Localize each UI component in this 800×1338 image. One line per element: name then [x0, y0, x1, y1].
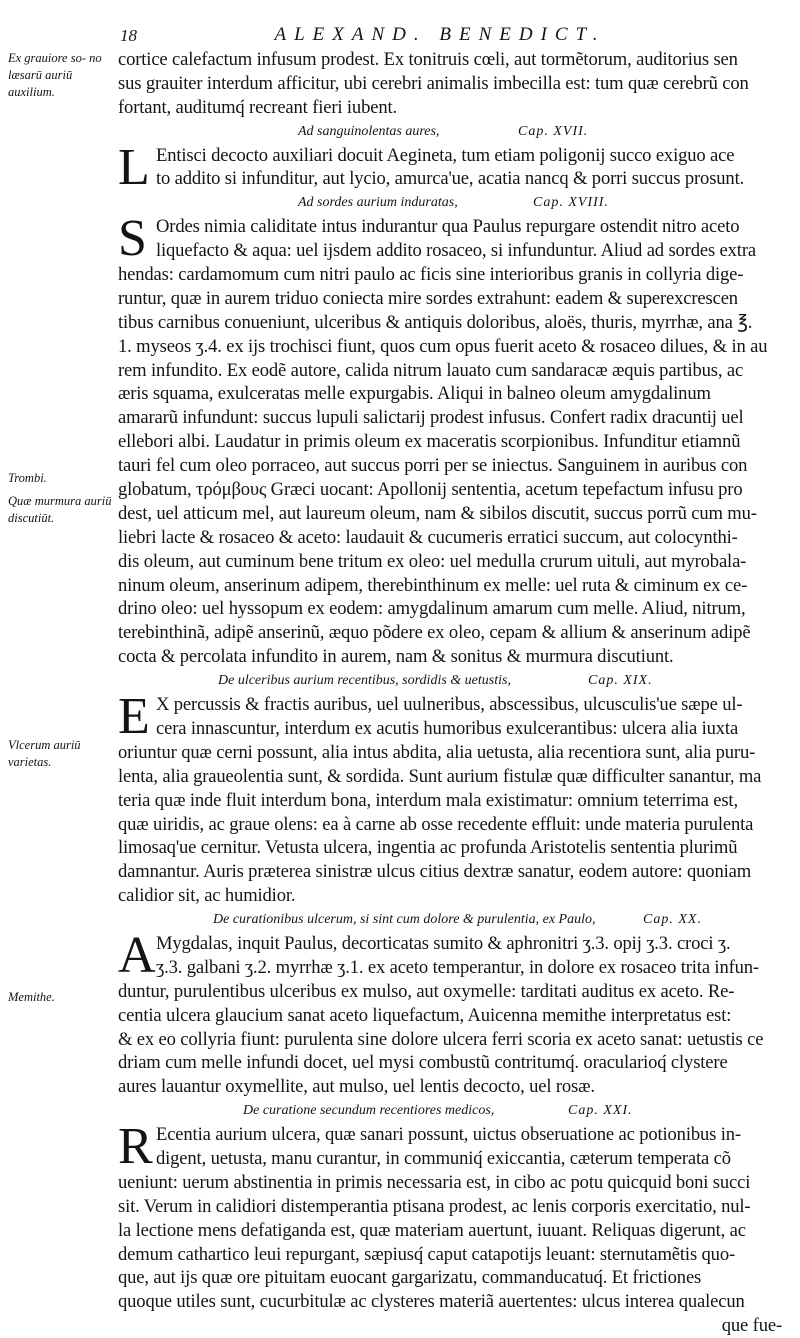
marginal-note: Ex grauiore so- no læsarū auriū auxilium.	[8, 51, 102, 99]
text-line: ueniunt: uerum abstinentia in primis necessaria est, in cibo ac potu quicquid boni succi	[118, 1171, 751, 1193]
text-line: sus grauiter interdum afficitur, ubi cerebri animalis imbecilla est: tum quæ cerebrũ con	[118, 72, 749, 94]
chapter-number: Cap. XXI.	[568, 1103, 633, 1119]
text-line: centia ulcera glaucium sanat aceto liquefactum, Auicenna memithe interpretatus est:	[118, 1004, 732, 1026]
drop-initial: L	[118, 138, 150, 196]
text-line: digent, uetusta, manu curantur, in communiq́ exiccantia, cæterum temperata cõ	[156, 1147, 731, 1169]
text-line: Ecentia aurium ulcera, quæ sanari possunt, uictus obseruatione ac potionibus in-	[156, 1124, 741, 1146]
chapter-title: De ulceribus aurium recentibus, sordidis & uetustis,	[218, 673, 511, 689]
text-line: drino oleo: uel hyssopum ex eodem: amygdalinum amarum cum melle. Aliud, nitrum,	[118, 598, 746, 620]
chapter-heading	[118, 120, 790, 144]
chapter-number: Cap. XX.	[643, 912, 702, 928]
main-text	[118, 48, 790, 1338]
text-line: æris squama, exulceratas melle expurgabis. Aliqui in balneo oleum amygdalinum	[118, 383, 711, 405]
text-line: sit. Verum in calidiori distemperantia ptisana prodest, ac lenis corporis exercitatio, nul-	[118, 1195, 751, 1217]
text-line: terebinthinã, adipẽ anserinũ, æquo põdere ex oleo, cepam & allium & anserinum adipẽ	[118, 622, 751, 644]
text-line: cortice calefactum infusum prodest. Ex tonitruis cœli, aut tormẽtorum, auditorius sen	[118, 49, 738, 70]
chapter-title: Ad sordes aurium induratas,	[298, 195, 458, 211]
text-line: ninum oleum, anserinum adipem, therebinthinum ex melle: uel ruta & ciminum ex ce-	[118, 574, 748, 596]
text-line: quoque utiles sunt, cucurbitulæ ac clysteres materiã auertentes: ulcus interea qualecun	[118, 1291, 745, 1313]
text-line: globatum, τρόμβους Græci uocant: Apollonij sententia, acetum tepefactum infusu pro	[118, 479, 743, 501]
catchword: que fue-	[721, 1315, 782, 1337]
running-title: ALEXAND. BENEDICT.	[274, 24, 606, 45]
text-line: cera innascuntur, interdum ex acutis humoribus exulcerantibus: ulcera alia iuxta	[156, 717, 739, 739]
text-line: duntur, purulentibus ulceribus ex mulso, aut oxymelle: tarditati auditus ex aceto. Re-	[118, 980, 735, 1002]
drop-initial: A	[118, 926, 156, 984]
text-line: liquefacto & aqua: uel ijsdem addito rosaceo, si infunduntur. Aliud ad sordes extra	[156, 240, 756, 262]
chapter-number: Cap. XIX.	[588, 673, 653, 689]
text-line: dis oleum, aut cuminum bene tritum ex oleo: uel medulla crurum uituli, aut myrobala-	[118, 550, 747, 572]
chapter-heading	[118, 908, 790, 932]
text-line: ʒ.3. galbani ʒ.2. myrrhæ ʒ.1. ex aceto temperantur, in dolore ex rosaceo trita infun-	[156, 956, 759, 978]
text-line: hendas: cardamomum cum nitri paulo ac ficis sine interioribus granis in collyria dige-	[118, 264, 744, 286]
text-line: Entisci decocto auxiliari docuit Aegineta, tum etiam poligonij succo exiguo ace	[156, 144, 735, 166]
text-line: aures lauantur oxymellite, aut mulso, uel lentis decocto, uel rosæ.	[118, 1076, 595, 1098]
folio-number: 18	[120, 26, 137, 45]
chapter-heading	[118, 191, 790, 215]
text-line: liebri lacte & rosaceo & aceto: laudauit & cucumeris erratici succum, aut colocynthi-	[118, 526, 738, 548]
chapter-title: De curatione secundum recentiores medicos,	[243, 1103, 495, 1119]
chapter-number: Cap. XVII.	[518, 123, 589, 139]
text-line: X percussis & fractis auribus, uel uulneribus, abscessibus, ulcusculis'ue sæpe ul-	[156, 694, 743, 716]
text-line: teria quæ inde fluit interdum bona, interdum mala existimatur: omnium teterrima est,	[118, 789, 738, 811]
text-line: que, aut ijs quæ ore pituitam euocant gargarizatu, commanducatuq́. Et frictiones	[118, 1267, 702, 1289]
paragraph	[118, 688, 790, 908]
page-header	[0, 24, 800, 46]
text-line: oriuntur quæ cerni possunt, alia intus abdita, alia uetusta, alia recentiora sunt, alia puru-	[118, 741, 756, 763]
drop-initial: R	[118, 1118, 153, 1176]
chapter-heading	[118, 669, 790, 693]
text-line: dest, uel atticum mel, aut laureum oleum, nam & sibilos discutit, succus porrũ cum mu-	[118, 502, 757, 524]
text-line: ellebori albi. Laudatur in primis oleum ex maceratis scorpionibus. Infunditur etiamnũ	[118, 431, 741, 453]
text-line: tibus carnibus conueniunt, ulceribus & antiquis doloribus, aloës, thuris, myrrhæ, ana ℥.	[118, 311, 753, 333]
text-line: Mygdalas, inquit Paulus, decorticatas sumito & aphronitri ʒ.3. opij ʒ.3. croci ʒ.	[156, 932, 731, 954]
text-line: lenta, alia graueolentia sunt, & sordida. Sunt aurium fistulæ quæ difficulter sanantur, ma	[118, 765, 762, 787]
text-line: runtur, quæ in aurem triduo coniecta mire sordes extrahunt: eadem & superexcrescen	[118, 287, 738, 309]
text-line: fortant, auditumq́ recreant fieri iubent.	[118, 96, 397, 118]
chapter-title: De curationibus ulcerum, si sint cum dolore & purulentia, ex Paulo,	[213, 912, 596, 928]
drop-initial: E	[118, 688, 150, 746]
marginal-note: Memithe.	[8, 990, 55, 1004]
marginal-note: Trombi.	[8, 471, 47, 485]
text-line: 1. myseos ʒ.4. ex ijs trochisci fiunt, quos cum opus fuerit aceto & rosaceo dilues, & in au	[118, 335, 768, 357]
chapter-heading	[118, 1099, 790, 1123]
drop-initial: S	[118, 210, 147, 268]
chapter-title: Ad sanguinolentas aures,	[298, 123, 440, 139]
text-line: driam cum melle infundi docet, uel mysi combustũ contritumq́. oracularioq́ clystere	[118, 1052, 728, 1074]
paragraph	[118, 138, 790, 196]
text-line: & ex eo collyria fiunt: purulenta sine dolore ulcera ferri scoria ex aceto sanat: uetustis ce	[118, 1028, 764, 1050]
text-line: cocta & percolata infundito in aurem, nam & sonitus & murmura discutiunt.	[118, 646, 674, 668]
text-line: demum cathartico leui repurgant, sæpiusq́ caput catapotijs leuant: sternutamẽtis quo-	[118, 1243, 736, 1265]
text-line: amararũ infundunt: succus lupuli salictarij prodest infusus. Confert radix dracuntij uel	[118, 407, 744, 429]
marginal-note: Vlcerum auriū varietas.	[8, 738, 81, 769]
text-line: la lectione mens defatiganda est, quæ materiam auertunt, iuuant. Reliquas digerunt, ac	[118, 1219, 746, 1241]
paragraph	[118, 210, 790, 669]
text-line: quæ uiridis, ac graue olens: ea à carne ab osse recedente effluit: unde materia purulenta	[118, 813, 754, 835]
text-line: Ordes nimia caliditate intus indurantur qua Paulus repurgare ostendit nitro aceto	[156, 216, 740, 238]
paragraph	[118, 1118, 790, 1314]
marginal-note: Quæ murmura auriū discutiūt.	[8, 494, 112, 525]
text-line: to addito si infunditur, aut lycio, amurca'ue, acatia nancq & porri succus prosunt.	[156, 168, 745, 190]
text-line: calidior sit, ac humidior.	[118, 885, 296, 907]
text-line: limosaq'ue cernitur. Vetusta ulcera, ingentia ac profunda Aristotelis sententia plurimũ	[118, 837, 738, 859]
text-line: rem infundito. Ex eodẽ autore, calida nitrum lauato cum sandaracæ æquis partibus, ac	[118, 359, 744, 381]
paragraph	[118, 926, 790, 1099]
chapter-number: Cap. XVIII.	[533, 195, 609, 211]
text-line: damnantur. Auris præterea sinistræ ulcus citius dextræ sanatur, eodem autore: quoniam	[118, 861, 752, 883]
text-line: tauri fel cum oleo porraceo, aut succus porri per se iniectus. Sanguinem in auribus con	[118, 455, 748, 477]
